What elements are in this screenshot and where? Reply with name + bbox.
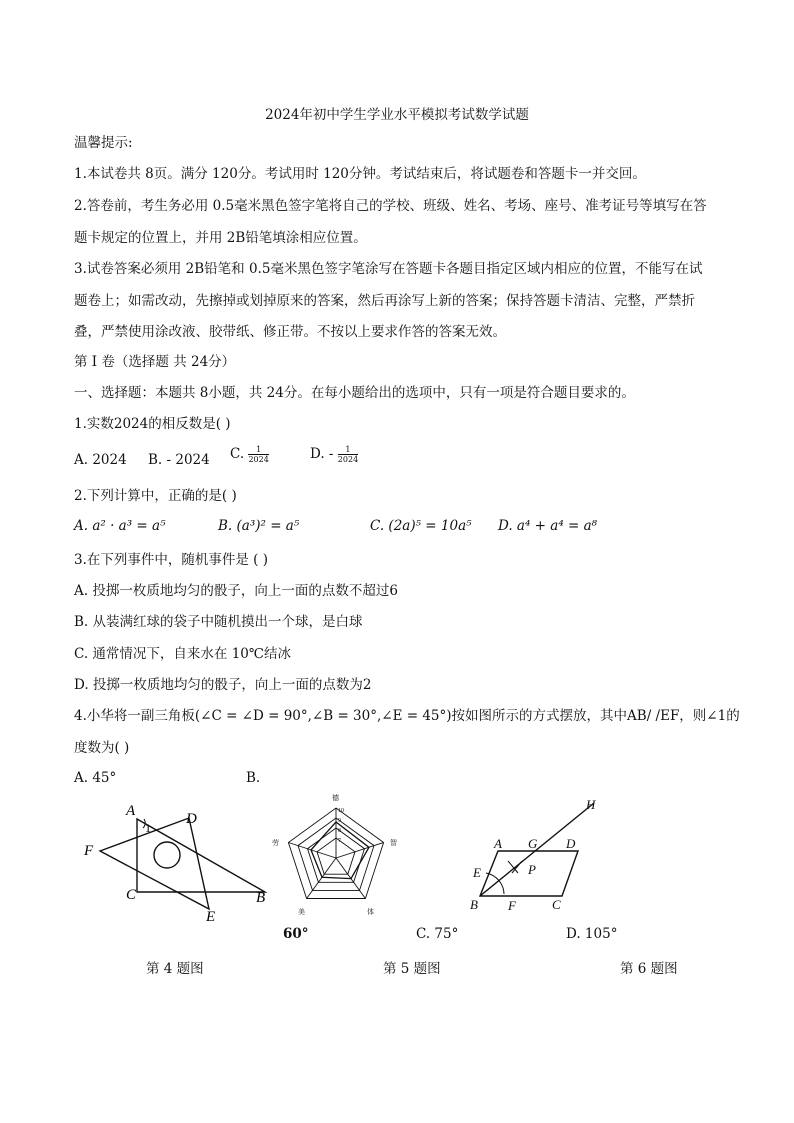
question-2-stem: 2.下列计算中，正确的是( ) <box>74 488 237 504</box>
question-4-stem-line-2: 度数为( ) <box>74 740 130 756</box>
axis-label-ti: 体 <box>367 908 374 916</box>
axis-label-lao: 劳 <box>272 839 279 847</box>
notice-item-3-line-3: 叠，严禁使用涂改液、胶带纸、修正带。不按以上要求作答的答案无效。 <box>74 324 506 340</box>
question-3-stem: 3.在下列事件中，随机事件是 ( ) <box>74 552 268 568</box>
notice-item-2-line-1: 2.答卷前，考生务必用 0.5毫米黑色签字笔将自己的学校、班级、姓名、考场、座号、准考证号等填写在答 <box>74 198 707 214</box>
tick-label-7: 7 <box>338 838 341 844</box>
label-c: C <box>126 887 137 903</box>
label-b: B <box>470 897 478 912</box>
figure-5-caption: 第 5 题图 <box>383 961 441 977</box>
q4-option-d: D. 105° <box>566 926 618 942</box>
question-4-stem-line-1: 4.小华将一副三角板(∠C = ∠D = 90°,∠B = 30°,∠E = 45°)按如图所示的方式摆放，其中AB/ /EF，则∠1的 <box>74 708 740 724</box>
notice-heading: 温馨提示: <box>74 135 133 151</box>
notice-item-1: 1.本试卷共 8页。满分 120分。考试用时 120分钟。考试结束后，将试题卷和答题卡一并交回。 <box>74 166 646 182</box>
label-e: E <box>473 865 481 880</box>
label-g: G <box>528 836 538 851</box>
axis-label-zhi: 智 <box>390 839 397 847</box>
figure-4-triangles <box>80 795 280 930</box>
q3-option-d: D. 投掷一枚质地均匀的骰子，向上一面的点数为2 <box>74 677 372 693</box>
question-1-stem: 1.实数2024的相反数是( ) <box>74 416 231 432</box>
label-a: A <box>494 836 502 851</box>
axis-label-mei: 美 <box>298 908 305 916</box>
notice-item-3-line-2: 题卷上；如需改动，先擦掉或划掉原来的答案，然后再涂写上新的答案；保持答题卡清洁、完整，严禁折 <box>74 293 695 309</box>
exam-title: 2024年初中学生学业水平模拟考试数学试题 <box>265 107 529 123</box>
label-c: C <box>552 897 561 912</box>
q3-option-b: B. 从装满红球的袋子中随机摸出一个球，是白球 <box>74 614 363 630</box>
section-heading: 一、选择题：本题共 8小题，共 24分。在每小题给出的选项中，只有一项是符合题目要求的。 <box>74 385 635 401</box>
fraction-denominator: 2024 <box>248 455 269 464</box>
q4-option-a: A. 45° <box>74 770 117 786</box>
q1-option-d <box>310 445 358 464</box>
label-b: B <box>256 890 266 906</box>
q2-option-c: C. (2a)⁵ = 10a⁵ <box>370 518 472 534</box>
fraction-numerator: 1 <box>338 445 358 455</box>
figure-6-caption: 第 6 题图 <box>620 961 678 977</box>
q4-option-b-label: B. <box>246 770 261 786</box>
axis-label-de: 德 <box>332 794 339 802</box>
label-f: F <box>84 843 94 859</box>
q1-option-d-label: D. - <box>310 446 334 462</box>
notice-item-3-line-1: 3.试卷答案必须用 2B铅笔和 0.5毫米黑色签字笔涂写在答题卡各题目指定区域内相应的位置，不能写在试 <box>74 261 703 277</box>
angle-1-label: 1 <box>145 821 151 835</box>
q2-option-b: B. (a³)² = a⁵ <box>218 518 300 534</box>
part-heading: 第 I 卷（选择题 共 24分） <box>74 354 236 370</box>
figure-4-caption: 第 4 题图 <box>146 961 204 977</box>
fraction-numerator: 1 <box>248 445 268 455</box>
label-p: P <box>528 862 536 877</box>
q1-option-d-fraction <box>338 445 358 464</box>
q1-option-a: A. 2024 <box>74 452 127 468</box>
figure-5-radar-chart <box>266 788 416 923</box>
q2-option-a: A. a² · a³ = a⁵ <box>74 518 166 534</box>
q1-option-b: B. - 2024 <box>148 452 210 468</box>
tick-label-8: 8 <box>338 828 341 834</box>
q1-option-c <box>230 445 269 464</box>
label-d: D <box>566 836 576 851</box>
q4-option-c: C. 75° <box>416 926 459 942</box>
q2-option-d: D. a⁴ + a⁴ = a⁸ <box>498 518 598 534</box>
tick-label-10: 10 <box>338 808 344 814</box>
label-h: H <box>586 797 596 812</box>
label-e: E <box>206 909 216 925</box>
q3-option-a: A. 投掷一枚质地均匀的骰子，向上一面的点数不超过6 <box>74 583 398 599</box>
label-f: F <box>508 898 516 913</box>
q1-option-c-fraction <box>248 445 268 464</box>
tick-label-9: 9 <box>338 818 341 824</box>
label-a: A <box>126 803 136 819</box>
notice-item-2-line-2: 题卡规定的位置上，并用 2B铅笔填涂相应位置。 <box>74 230 367 246</box>
q3-option-c: C. 通常情况下，自来水在 10℃结冰 <box>74 646 292 662</box>
q1-option-c-label: C. <box>230 446 245 462</box>
figure-6-parallelogram <box>468 795 618 920</box>
fraction-denominator: 2024 <box>337 455 359 464</box>
label-d: D <box>186 811 197 827</box>
q4-option-b-value: 60° <box>283 926 309 942</box>
